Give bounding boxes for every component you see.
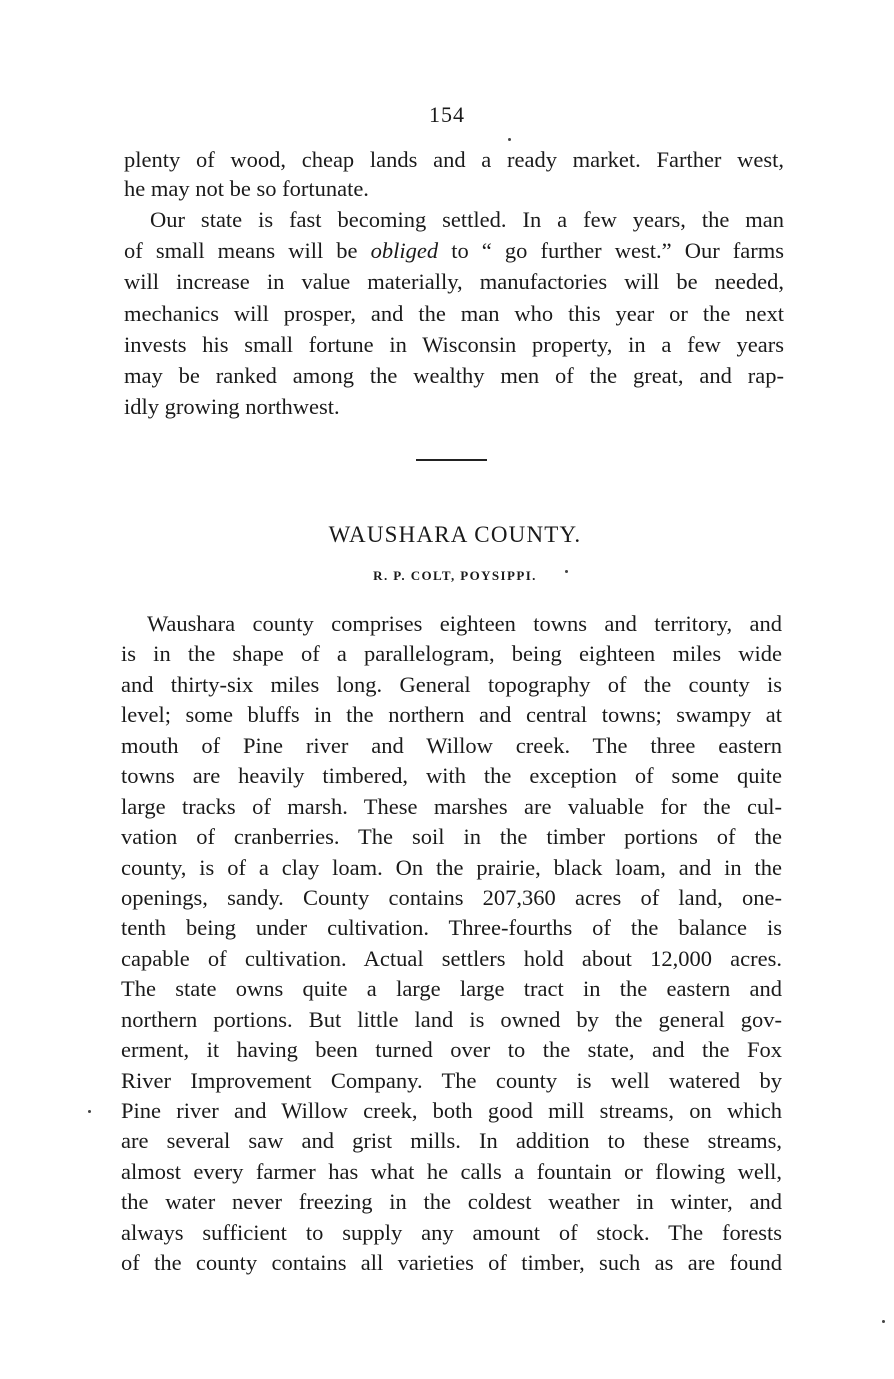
text-line: Pine river and Willow creek, both good mill streams, on which (121, 1098, 782, 1123)
page-number: 154 (429, 102, 465, 127)
section-divider-rule (416, 459, 487, 461)
text-line: invests his small fortune in Wisconsin property, in a few years (124, 331, 784, 357)
continued-paragraph (124, 146, 784, 203)
text-line: is in the shape of a parallelogram, being eighteen miles wide (121, 641, 782, 667)
text-line: are several saw and grist mills. In addition to these streams, (121, 1128, 782, 1154)
text-line: the water never freezing in the coldest weather in winter, and (121, 1189, 782, 1215)
text-line: idly growing northwest. (124, 394, 340, 420)
text-line: erment, it having been turned over to the state, and the Fox (121, 1037, 782, 1063)
section-title: WAUSHARA COUNTY. (328, 522, 582, 547)
county-description-paragraph (121, 609, 782, 1279)
text-line: The state owns quite a large large tract in the eastern and (121, 976, 782, 1002)
print-speck (882, 1320, 885, 1323)
text-line: River Improvement Company. The county is well watered by (121, 1067, 782, 1093)
text-run: to “ go further west.” Our farms (438, 238, 785, 264)
text-line: openings, sandy. County contains 207,360 acres of land, one- (121, 884, 782, 910)
text-line: will increase in value materially, manufactories will be needed, (124, 269, 784, 295)
text-line: capable of cultivation. Actual settlers hold about 12,000 acres. (121, 945, 782, 971)
text-line: and thirty-six miles long. General topography of the county is (121, 671, 782, 697)
text-line: always sufficient to supply any amount of stock. The forests (121, 1219, 782, 1245)
text-line: may be ranked among the wealthy men of the great, and rap- (124, 362, 784, 388)
print-speck (508, 138, 511, 141)
print-speck (88, 1110, 91, 1113)
text-line: he may not be so fortunate. (124, 175, 369, 201)
text-line: Waushara county comprises eighteen towns and territory, and (147, 611, 782, 636)
text-line: Our state is fast becoming settled. In a few years, the man (150, 207, 784, 232)
text-line: mouth of Pine river and Willow creek. The three eastern (121, 732, 782, 758)
text-line (124, 235, 784, 266)
text-line: of the county contains all varieties of timber, such as are found (121, 1250, 782, 1276)
text-run: of small means will be (124, 238, 371, 264)
text-line: large tracks of marsh. These marshes are valuable for the cul- (121, 793, 782, 819)
print-speck (565, 570, 568, 573)
text-line: mechanics will prosper, and the man who this year or the next (124, 300, 784, 326)
author-byline: R. P. COLT, POYSIPPI. (373, 568, 537, 583)
text-line: plenty of wood, cheap lands and a ready market. Farther west, (124, 147, 784, 172)
text-line: vation of cranberries. The soil in the timber portions of the (121, 824, 782, 850)
text-line: towns are heavily timbered, with the exception of some quite (121, 763, 782, 789)
text-line: level; some bluffs in the northern and central towns; swampy at (121, 702, 782, 728)
text-line: tenth being under cultivation. Three-fourths of the balance is (121, 915, 782, 941)
closing-paragraph (124, 204, 784, 422)
text-line: county, is of a clay loam. On the prairie, black loam, and in the (121, 854, 782, 880)
text-line: almost every farmer has what he calls a fountain or flowing well, (121, 1158, 782, 1184)
emphasized-word: obliged (370, 238, 439, 264)
text-line: northern portions. But little land is owned by the general gov- (121, 1006, 782, 1032)
